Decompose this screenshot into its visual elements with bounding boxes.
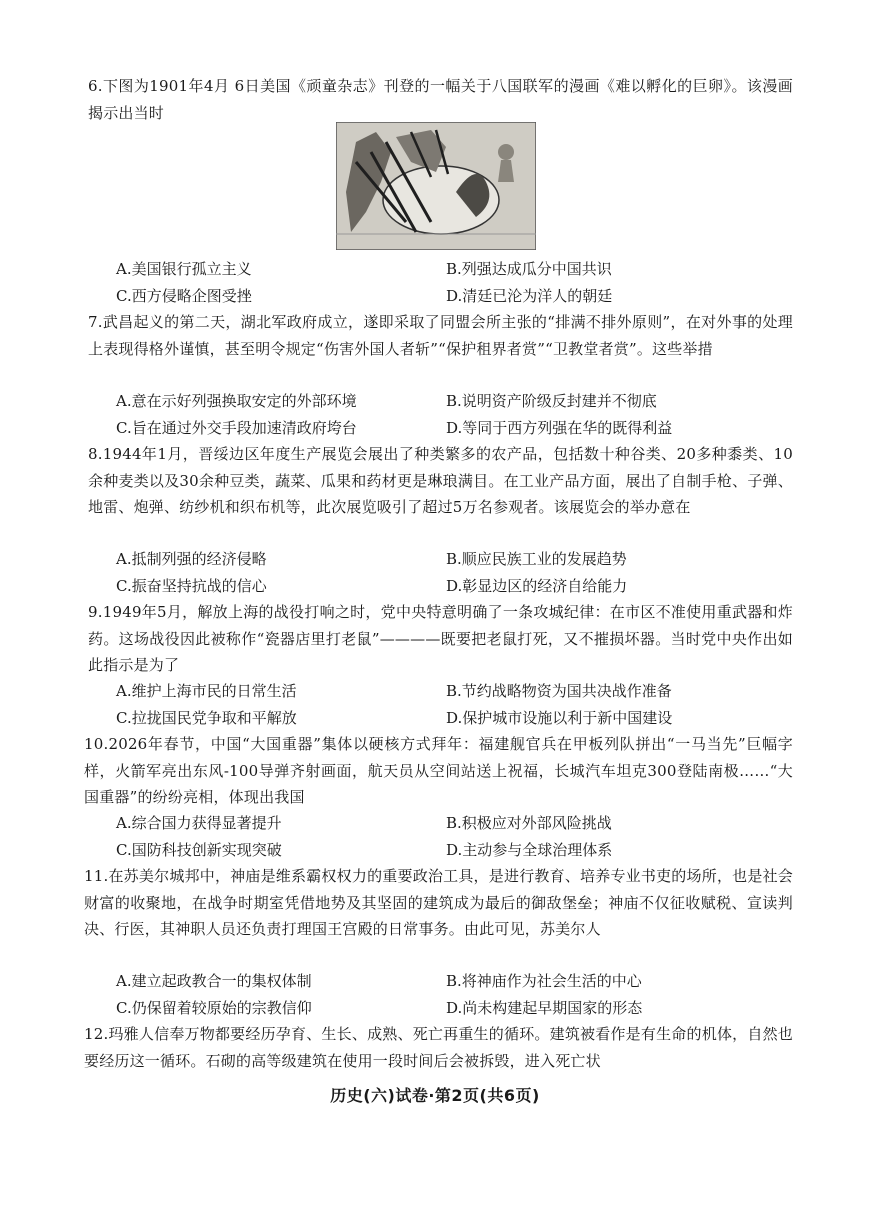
option-a[interactable]: A.抵制列强的经济侵略 [116, 550, 267, 568]
question-8-stem: 8.1944年1月，晋绥边区年度生产展览会展出了种类繁多的农产品，包括数十种谷类、20多种黍类、10余种麦类以及30余种豆类，蔬菜、瓜果和药材更是琳琅满目。在工业产品方面，展出了自制手枪、子弹、地雷、炮弹、纺纱机和织布机等，此次展览吸引了超过5万名参观者。该展览会的举办意在 [88, 445, 793, 516]
question-12-stem: 12.玛雅人信奉万物都要经历孕育、生长、成熟、死亡再重生的循环。建筑被看作是有生命的机体，自然也要经历这一循环。石砌的高等级建筑在使用一段时间后会被拆毁，进入死亡状 [84, 1025, 793, 1070]
option-a[interactable]: A.美国银行孤立主义 [116, 260, 252, 278]
question-10-options [116, 810, 776, 863]
option-c[interactable]: C.仍保留着较原始的宗教信仰 [116, 998, 312, 1017]
option-d[interactable]: D.等同于西方列强在华的既得利益 [446, 418, 673, 437]
question-11-stem: 11.在苏美尔城邦中，神庙是维系霸权权力的重要政治工具，是进行教育、培养专业书吏的场所，也是社会财富的收聚地，在战争时期室凭借地势及其坚固的建筑成为最后的御敌堡垒；神庙不仅征收赋税、宣读判决、行医，其神职人员还负责打理国王宫殿的日常事务。由此可见，苏美尔人 [84, 867, 793, 938]
question-7-options [116, 388, 776, 441]
question-7-stem: 7.武昌起义的第二天，湖北军政府成立，遂即采取了同盟会所主张的“排满不排外原则”，在对外事的处理上表现得格外谨慎，甚至明令规定“伤害外国人者斩”“保护租界者赏”“卫教堂者赏”。这些举措 [88, 313, 793, 358]
option-b[interactable]: B.列强达成瓜分中国共识 [446, 260, 612, 278]
option-d[interactable]: D.主动参与全球治理体系 [446, 840, 613, 859]
option-c[interactable]: C.振奋坚持抗战的信心 [116, 576, 267, 595]
option-d[interactable]: D.彰显边区的经济自给能力 [446, 576, 628, 595]
question-10-stem: 10.2026年春节，中国“大国重器”集体以硬核方式拜年：福建舰官兵在甲板列队拼出“一马当先”巨幅字样，火箭军亮出东风-100导弹齐射画面，航天员从空间站送上祝福，长城汽车坦克300登陆南极……“大国重器”的纷纷亮相，体现出我国 [84, 735, 793, 806]
question-9-stem: 9.1949年5月，解放上海的战役打响之时，党中央特意明确了一条攻城纪律：在市区不准使用重武器和炸药。这场战役因此被称作“瓷器店里打老鼠”————既要把老鼠打死，又不摧损坏器。当时党中央作出如此指示是为了 [88, 603, 793, 674]
option-a[interactable]: A.意在示好列强换取安定的外部环境 [116, 392, 357, 410]
option-b[interactable]: B.积极应对外部风险挑战 [446, 814, 612, 832]
option-b[interactable]: B.说明资产阶级反封建并不彻底 [446, 392, 657, 410]
option-b[interactable]: B.顺应民族工业的发展趋势 [446, 550, 627, 568]
option-c[interactable]: C.拉拢国民党争取和平解放 [116, 708, 297, 727]
option-d[interactable]: D.清廷已沦为洋人的朝廷 [446, 286, 613, 305]
option-a[interactable]: A.综合国力获得显著提升 [116, 814, 282, 832]
option-d[interactable]: D.尚未构建起早期国家的形态 [446, 998, 643, 1017]
option-a[interactable]: A.建立起政教合一的集权体制 [116, 972, 312, 990]
question-11-options [116, 968, 776, 1021]
option-c[interactable]: C.西方侵略企图受挫 [116, 286, 252, 305]
option-d[interactable]: D.保护城市设施以利于新中国建设 [446, 708, 673, 727]
question-9-options [116, 678, 776, 731]
option-c[interactable]: C.国防科技创新实现突破 [116, 840, 282, 859]
option-c[interactable]: C.旨在通过外交手段加速清政府垮台 [116, 418, 357, 437]
question-6-options [116, 256, 776, 309]
page-footer: 历史(六)试卷·第2页(共6页) [330, 1086, 540, 1105]
option-b[interactable]: B.将神庙作为社会生活的中心 [446, 972, 642, 990]
question-8-options [116, 546, 776, 599]
cartoon-illustration [336, 122, 536, 250]
option-a[interactable]: A.维护上海市民的日常生活 [116, 682, 297, 700]
option-b[interactable]: B.节约战略物资为国共决战作准备 [446, 682, 672, 700]
question-6-stem: 6.下图为1901年4月 6日美国《顽童杂志》刊登的一幅关于八国联军的漫画《难以孵化的巨卵》。该漫画揭示出当时 [88, 77, 793, 122]
